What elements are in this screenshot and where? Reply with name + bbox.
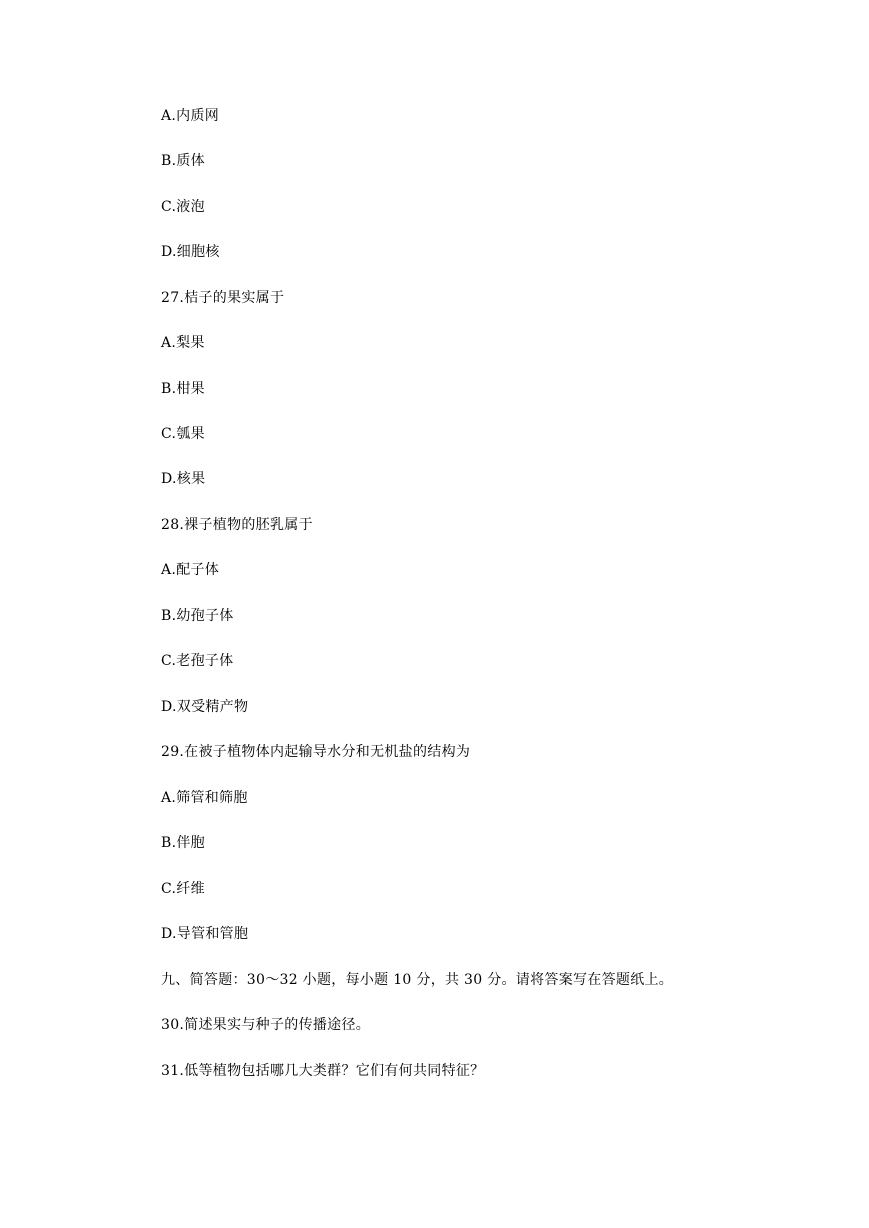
- section-heading-short-answer: 九、简答题：30～32 小题，每小题 10 分，共 30 分。请将答案写在答题纸上。: [161, 972, 674, 988]
- option-a-q29: A.筛管和筛胞: [161, 790, 248, 806]
- option-a-q28: A.配子体: [161, 562, 220, 578]
- option-d-q28: D.双受精产物: [161, 699, 249, 715]
- question-30: 30.简述果实与种子的传播途径。: [161, 1017, 371, 1033]
- question-27: 27.桔子的果实属于: [161, 290, 285, 306]
- question-31: 31.低等植物包括哪几大类群？它们有何共同特征？: [161, 1063, 485, 1079]
- option-c-q29: C.纤维: [161, 881, 205, 897]
- option-b-q29: B.伴胞: [161, 835, 205, 851]
- option-b-q26: B.质体: [161, 153, 205, 169]
- question-28: 28.裸子植物的胚乳属于: [161, 517, 313, 533]
- question-29: 29.在被子植物体内起输导水分和无机盐的结构为: [161, 744, 471, 760]
- option-b-q27: B.柑果: [161, 381, 205, 397]
- option-b-q28: B.幼孢子体: [161, 608, 234, 624]
- option-c-q28: C.老孢子体: [161, 653, 234, 669]
- option-a-q27: A.梨果: [161, 335, 205, 351]
- option-a-q26: A.内质网: [161, 108, 220, 124]
- option-d-q26: D.细胞核: [161, 244, 220, 260]
- option-d-q29: D.导管和管胞: [161, 926, 249, 942]
- option-c-q27: C.瓠果: [161, 426, 205, 442]
- option-c-q26: C.液泡: [161, 199, 205, 215]
- option-d-q27: D.核果: [161, 471, 206, 487]
